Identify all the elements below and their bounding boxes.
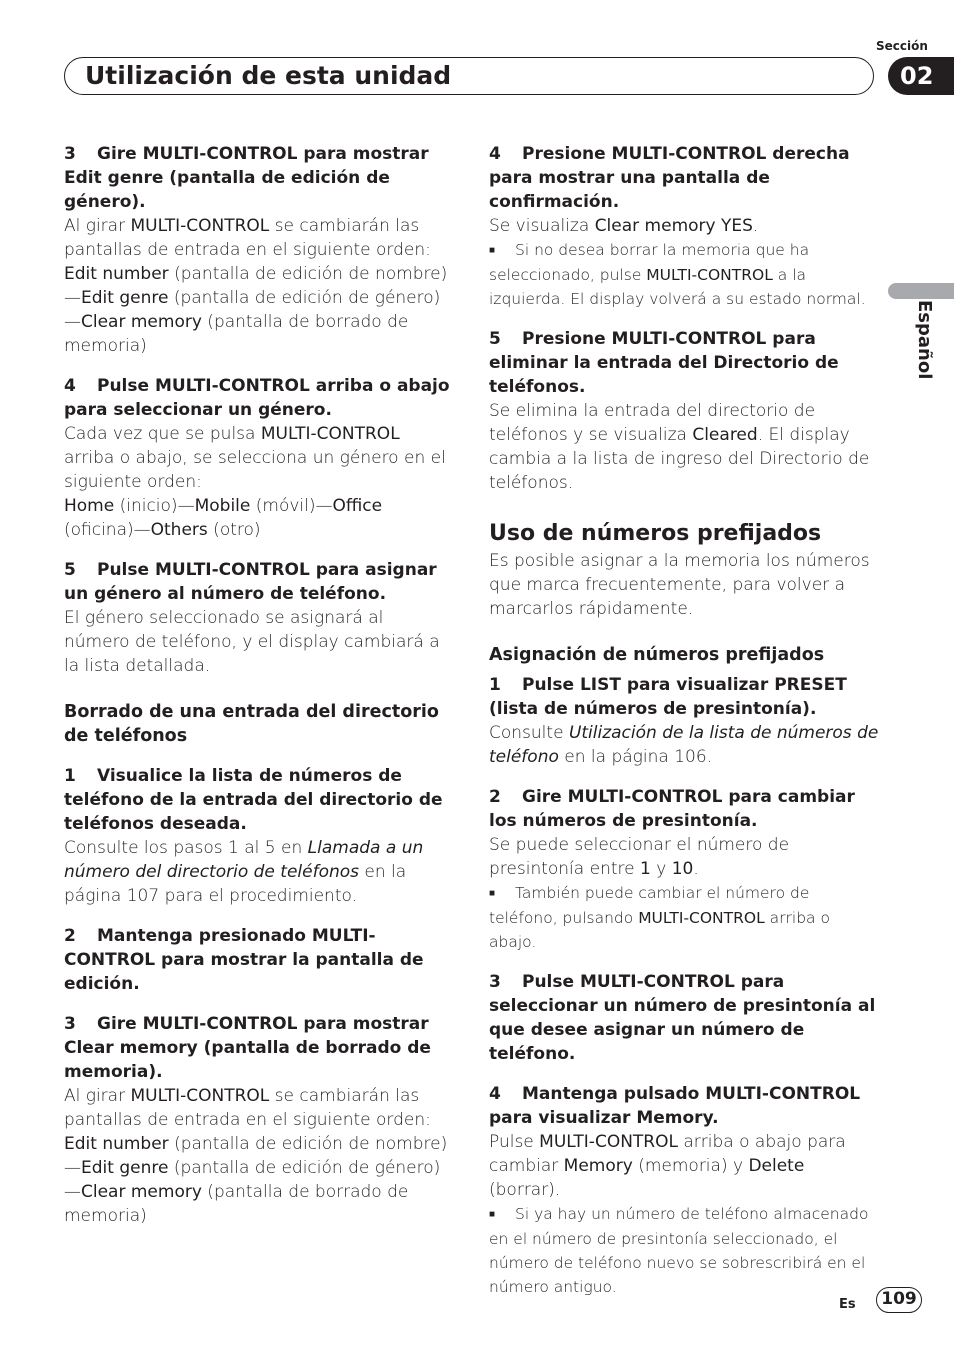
delete-entry-subheading: Borrado de una entrada del directorio de teléfonos [64, 702, 439, 746]
page-number: 109 [876, 1287, 922, 1313]
right-column [489, 142, 879, 1299]
language-tab-marker [888, 283, 954, 299]
step-3-body: Al girar MULTI-CONTROL se cambiarán las pantallas de entrada en el siguiente orden: [64, 216, 431, 260]
step-3-order-list: Edit number (pantalla de edición de nombre) —Edit genre (pantalla de edición de género) —Clear memory (pantalla de borrado de memoria) [64, 264, 448, 356]
step-4-heading: 4 Pulse MULTI-CONTROL arriba o abajo para seleccionar un género. [64, 376, 450, 420]
confirm-step-5-body: Se elimina la entrada del directorio de teléfonos y se visualiza Cleared. El display cambia a la lista de ingreso del Directorio de teléfonos. [489, 401, 870, 493]
header-bar [64, 57, 874, 95]
preset-section-heading: Uso de números prefijados [489, 521, 822, 546]
preset-assign-subheading: Asignación de números prefijados [489, 645, 825, 665]
confirm-step-5-heading: 5 Presione MULTI-CONTROL para eliminar la entrada del Directorio de teléfonos. [489, 329, 839, 397]
left-column [64, 142, 454, 1228]
preset-step-2-body: Se puede seleccionar el número de presintonía entre 1 y 10. [489, 835, 790, 879]
preset-step-4-note: ■ Si ya hay un número de teléfono almacenado en el número de presintonía seleccionado, el número de teléfono nuevo se sobrescribirá en el número antiguo. [489, 1205, 869, 1296]
preset-section-intro: Es posible asignar a la memoria los números que marca frecuentemente, para volver a marcarlos rápidamente. [489, 551, 870, 619]
preset-step-1-body: Consulte Utilización de la lista de números de teléfono en la página 106. [489, 723, 879, 767]
bullet-icon: ■ [489, 1209, 496, 1220]
page-title: Utilización de esta unidad [85, 61, 452, 90]
delete-step-3-heading: 3 Gire MULTI-CONTROL para mostrar Clear memory (pantalla de borrado de memoria). [64, 1014, 431, 1082]
bullet-icon: ■ [489, 245, 496, 256]
confirm-step-4-heading: 4 Presione MULTI-CONTROL derecha para mostrar una pantalla de confirmación. [489, 144, 850, 212]
delete-step-1-heading: 1 Visualice la lista de números de teléfono de la entrada del directorio de teléfonos deseada. [64, 766, 443, 834]
step-5-body: El género seleccionado se asignará al número de teléfono, y el display cambiará a la lista detallada. [64, 608, 440, 676]
confirm-step-4-body: Se visualiza Clear memory YES. [489, 216, 759, 236]
preset-step-4-heading: 4 Mantenga pulsado MULTI-CONTROL para visualizar Memory. [489, 1084, 861, 1128]
preset-step-2-heading: 2 Gire MULTI-CONTROL para cambiar los números de presintonía. [489, 787, 855, 831]
section-label: Sección [876, 39, 928, 53]
step-5-heading: 5 Pulse MULTI-CONTROL para asignar un género al número de teléfono. [64, 560, 437, 604]
step-4-body: Cada vez que se pulsa MULTI-CONTROL arriba o abajo, se selecciona un género en el siguiente orden: [64, 424, 446, 492]
delete-step-3-order-list: Edit number (pantalla de edición de nombre) —Edit genre (pantalla de edición de género) —Clear memory (pantalla de borrado de memoria) [64, 1134, 448, 1226]
preset-step-3-heading: 3 Pulse MULTI-CONTROL para seleccionar un número de presintonía al que desee asignar un número de teléfono. [489, 972, 876, 1064]
delete-step-2-heading: 2 Mantenga presionado MULTI-CONTROL para mostrar la pantalla de edición. [64, 926, 424, 994]
preset-step-4-body: Pulse MULTI-CONTROL arriba o abajo para cambiar Memory (memoria) y Delete (borrar). [489, 1132, 846, 1200]
preset-step-2-note: ■ También puede cambiar el número de teléfono, pulsando MULTI-CONTROL arriba o abajo. [489, 884, 830, 951]
language-tab-label: Español [914, 300, 935, 380]
footer-language-code: Es [839, 1297, 856, 1312]
delete-step-1-body: Consulte los pasos 1 al 5 en Llamada a un número del directorio de teléfonos en la página 107 para el procedimiento. [64, 838, 424, 906]
section-number-badge: 02 [888, 57, 954, 95]
genre-order-list: Home (inicio)—Mobile (móvil)—Office (oficina)—Others (otro) [64, 496, 383, 540]
step-3-heading: 3 Gire MULTI-CONTROL para mostrar Edit genre (pantalla de edición de género). [64, 144, 429, 212]
confirm-step-4-note: ■ Si no desea borrar la memoria que ha seleccionado, pulse MULTI-CONTROL a la izquierda. El display volverá a su estado normal. [489, 241, 866, 308]
bullet-icon: ■ [489, 888, 496, 899]
delete-step-3-body: Al girar MULTI-CONTROL se cambiarán las pantallas de entrada en el siguiente orden: [64, 1086, 431, 1130]
preset-step-1-heading: 1 Pulse LIST para visualizar PRESET (lista de números de presintonía). [489, 675, 847, 719]
